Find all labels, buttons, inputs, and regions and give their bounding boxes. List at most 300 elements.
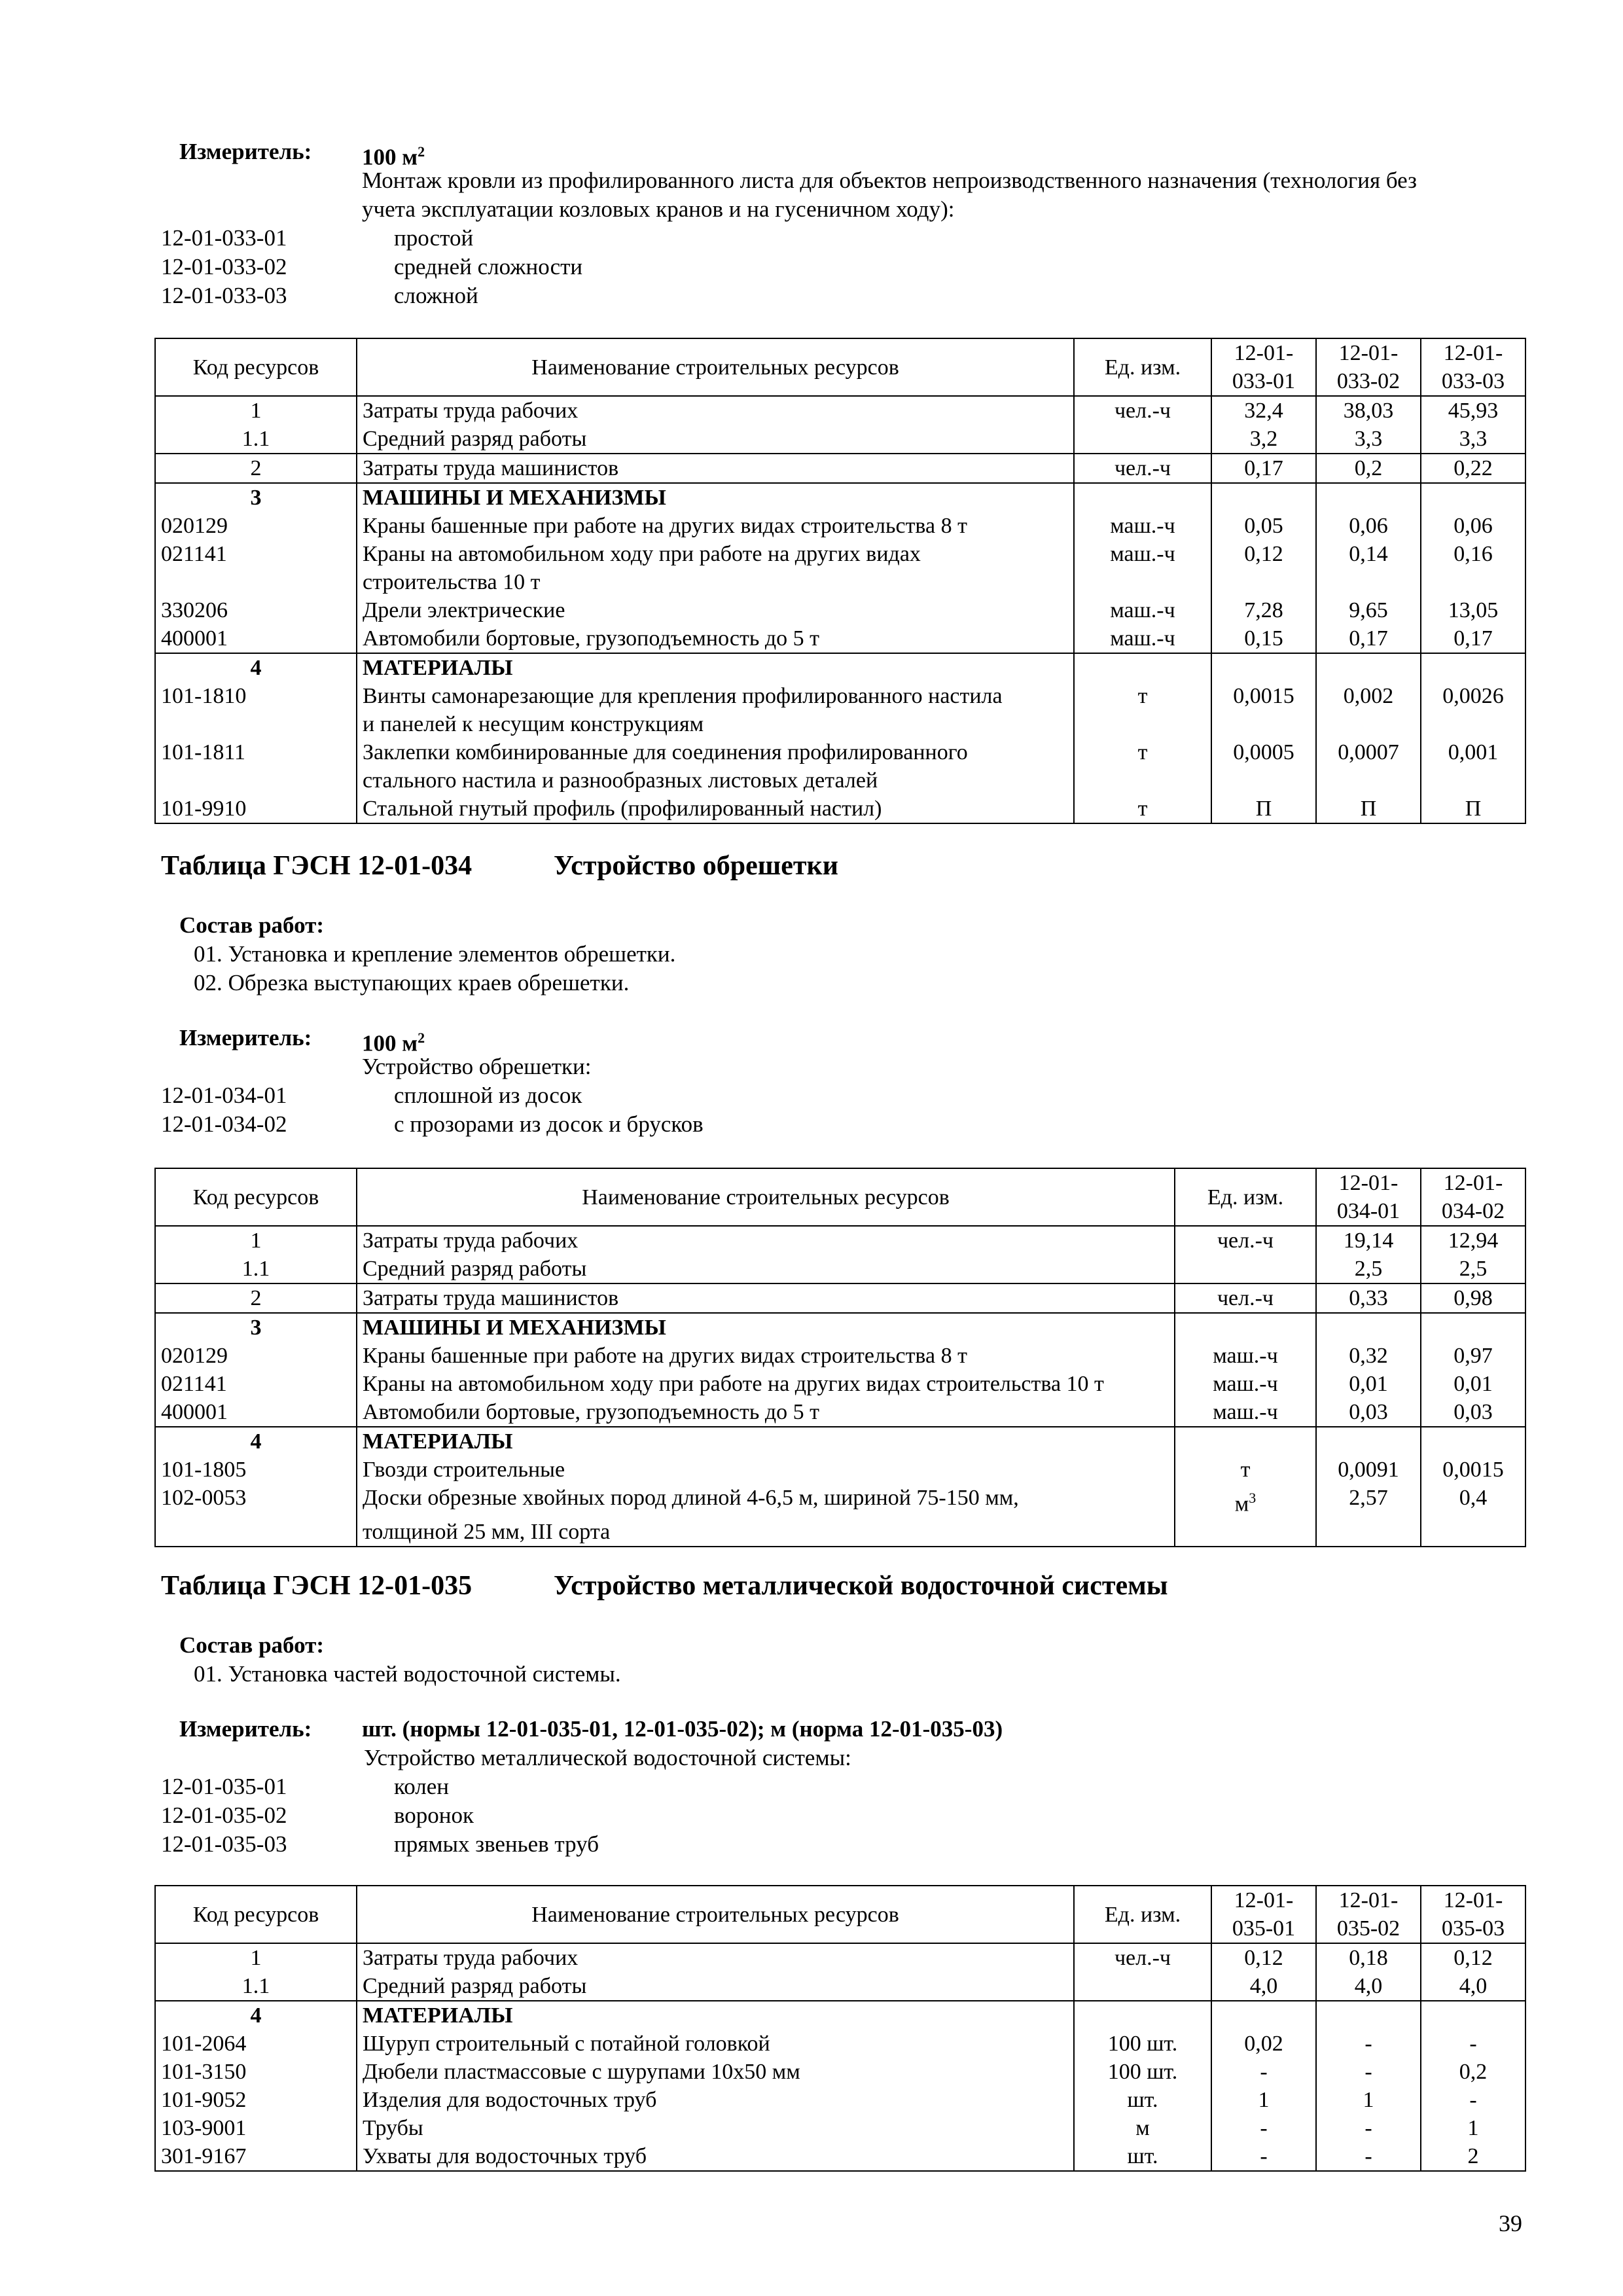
norm-value <box>1316 1427 1421 1456</box>
norm-code: 12-01-033-02 <box>161 254 287 279</box>
resource-name: Краны башенные при работе на других видах строительства 8 т <box>357 1342 1175 1370</box>
norm-value: 0,4 <box>1421 1484 1525 1518</box>
column-header-norm-line: 035-01 <box>1232 1916 1296 1941</box>
norm-value: 1 <box>1421 2114 1525 2142</box>
table-row <box>155 1427 1525 1456</box>
resource-unit <box>1175 1342 1316 1370</box>
norm-name: воронок <box>394 1803 474 1828</box>
table-row <box>155 2114 1525 2142</box>
norm-value <box>1316 766 1421 795</box>
resource-code: 4 <box>155 2001 357 2030</box>
resource-unit-text: чел.-ч <box>1114 1946 1171 1970</box>
table-row <box>155 2086 1525 2114</box>
norm-value: 2,5 <box>1316 1255 1421 1283</box>
resource-name: Затраты труда рабочих <box>357 396 1074 425</box>
resource-unit <box>1074 766 1211 795</box>
resource-code: 1.1 <box>155 425 357 454</box>
norm-value: 0,0015 <box>1211 682 1316 710</box>
column-header-norm <box>1421 1886 1525 1943</box>
table-row <box>155 1398 1525 1427</box>
page-number: 39 <box>1499 2210 1522 2236</box>
norm-value: 0,18 <box>1316 1943 1421 1972</box>
work-item: 02. Обрезка выступающих краев обрешетки. <box>194 970 630 996</box>
resource-unit <box>1074 1943 1211 1972</box>
norm-value: 3,3 <box>1316 425 1421 454</box>
norm-value: 0,06 <box>1421 512 1525 540</box>
column-header-norm-line: 033-02 <box>1336 369 1400 393</box>
column-header-norm-line: 12-01- <box>1234 1888 1294 1912</box>
table-row <box>155 568 1525 596</box>
resource-name: Краны на автомобильном ходу при работе на других видах <box>357 540 1074 568</box>
resource-code: 020129 <box>155 512 357 540</box>
table-row <box>155 1484 1525 1518</box>
norm-value: 0,15 <box>1211 624 1316 653</box>
resource-unit <box>1175 1456 1316 1484</box>
norm-value <box>1316 653 1421 682</box>
table-header-row <box>155 1168 1525 1226</box>
work-item: 01. Установка частей водосточной системы. <box>194 1661 621 1687</box>
norm-value: - <box>1211 2142 1316 2171</box>
works-label: Состав работ: <box>179 912 324 938</box>
resource-name: и панелей к несущим конструкциям <box>357 710 1074 738</box>
resource-unit-text: маш.-ч <box>1213 1344 1278 1368</box>
table-row <box>155 738 1525 766</box>
resource-name: Автомобили бортовые, грузоподъемность до 5 т <box>357 1398 1175 1427</box>
table-row <box>155 682 1525 710</box>
resource-name: Средний разряд работы <box>357 1255 1175 1283</box>
measure-value: 100 $м^2$ <box>362 1030 425 1056</box>
resource-name: Дрели электрические <box>357 596 1074 624</box>
measure-label: Измеритель: <box>179 139 312 164</box>
resource-name: Затраты труда рабочих <box>357 1943 1074 1972</box>
norm-value: 38,03 <box>1316 396 1421 425</box>
table-row <box>155 1456 1525 1484</box>
resource-name: Средний разряд работы <box>357 425 1074 454</box>
resource-unit <box>1175 1370 1316 1398</box>
resource-unit <box>1074 2001 1211 2030</box>
column-header-norm-line: 12-01- <box>1443 1888 1503 1912</box>
norm-value: 0,2 <box>1316 454 1421 483</box>
norm-value: 0,001 <box>1421 738 1525 766</box>
resource-code <box>155 1518 357 1547</box>
table-row <box>155 540 1525 568</box>
resource-name: Средний разряд работы <box>357 1972 1074 2001</box>
table-row <box>155 1943 1525 1972</box>
norm-value: 0,32 <box>1316 1342 1421 1370</box>
resources-table-034 <box>154 1168 1526 1547</box>
norm-value: 1 <box>1316 2086 1421 2114</box>
resource-unit <box>1074 425 1211 454</box>
norm-value: 0,05 <box>1211 512 1316 540</box>
resource-unit-text: т <box>1137 740 1148 764</box>
norm-value: 2 <box>1421 2142 1525 2171</box>
table-row <box>155 1313 1525 1342</box>
column-header-norm-line: 033-01 <box>1232 369 1296 393</box>
norm-value: 0,97 <box>1421 1342 1525 1370</box>
table-row <box>155 454 1525 483</box>
norm-value <box>1211 483 1316 512</box>
norm-value: 0,02 <box>1211 2030 1316 2058</box>
table-row <box>155 2142 1525 2171</box>
table-title-code: Таблица ГЭСН 12-01-034 <box>161 851 473 881</box>
resource-unit-text: чел.-ч <box>1114 399 1171 423</box>
resource-unit-text: 100 шт. <box>1107 2032 1178 2056</box>
resource-unit <box>1175 1226 1316 1255</box>
column-header: Ед. изм. <box>1074 1886 1211 1943</box>
norm-value <box>1421 653 1525 682</box>
norm-value: 32,4 <box>1211 396 1316 425</box>
resource-code: 101-1805 <box>155 1456 357 1484</box>
table-row <box>155 1226 1525 1255</box>
norm-description: Устройство металлической водосточной системы: <box>364 1745 851 1770</box>
column-header: Наименование строительных ресурсов <box>357 338 1074 396</box>
norm-name: прямых звеньев труб <box>394 1831 599 1857</box>
resource-unit-text: т <box>1137 684 1148 708</box>
column-header-norm-line: 12-01- <box>1443 341 1503 365</box>
norm-value: 0,17 <box>1316 624 1421 653</box>
column-header-norm <box>1421 338 1525 396</box>
resource-name: Затраты труда машинистов <box>357 1283 1175 1313</box>
norm-value <box>1316 483 1421 512</box>
resource-name: Доски обрезные хвойных пород длиной 4-6,5 м, шириной 75-150 мм, <box>357 1484 1175 1518</box>
norm-name: с прозорами из досок и брусков <box>394 1111 704 1137</box>
column-header-norm-line: 035-03 <box>1441 1916 1505 1941</box>
column-header: Наименование строительных ресурсов <box>357 1168 1175 1226</box>
resource-code: 301-9167 <box>155 2142 357 2171</box>
table-row <box>155 624 1525 653</box>
resource-name: МАТЕРИАЛЫ <box>357 1427 1175 1456</box>
norm-value <box>1421 1313 1525 1342</box>
norm-value: 0,0091 <box>1316 1456 1421 1484</box>
measure-value: 100 $м^2$ <box>362 143 425 170</box>
norm-value <box>1211 653 1316 682</box>
resource-unit <box>1074 396 1211 425</box>
resource-unit-text: м <box>1135 2116 1150 2140</box>
norm-value: 0,12 <box>1421 1943 1525 1972</box>
resource-code: 020129 <box>155 1342 357 1370</box>
column-header-norm-line: 12-01- <box>1234 341 1294 365</box>
norm-value: 0,14 <box>1316 540 1421 568</box>
norm-value: 45,93 <box>1421 396 1525 425</box>
resource-code <box>155 710 357 738</box>
resource-unit <box>1175 1313 1316 1342</box>
column-header-norm-line: 12-01- <box>1443 1171 1503 1195</box>
resources-table-033 <box>154 338 1526 824</box>
resource-unit-text: т <box>1240 1458 1251 1482</box>
resource-unit-text: шт. <box>1127 2088 1158 2112</box>
norm-value: 2,5 <box>1421 1255 1525 1283</box>
norm-value: 0,2 <box>1421 2058 1525 2086</box>
column-header-norm-line: 12-01- <box>1338 1888 1399 1912</box>
norm-code: 12-01-035-01 <box>161 1774 287 1799</box>
resource-unit-text: маш.-ч <box>1110 514 1175 538</box>
table-title-name: Устройство обрешетки <box>554 851 838 881</box>
norm-value: 3,3 <box>1421 425 1525 454</box>
resource-unit-sup: 3 <box>1249 1490 1257 1506</box>
norm-value: 0,03 <box>1421 1398 1525 1427</box>
resource-code: 101-1810 <box>155 682 357 710</box>
norm-value: 12,94 <box>1421 1226 1525 1255</box>
work-item: 01. Установка и крепление элементов обрешетки. <box>194 941 676 967</box>
norm-value: 2,57 <box>1316 1484 1421 1518</box>
resource-name: Стальной гнутый профиль (профилированный настил) <box>357 795 1074 823</box>
column-header: Код ресурсов <box>155 1168 357 1226</box>
column-header-norm <box>1316 1168 1421 1226</box>
norm-value: - <box>1316 2058 1421 2086</box>
measure-value: шт. (нормы 12-01-035-01, 12-01-035-02); м (норма 12-01-035-03) <box>362 1716 1003 1742</box>
norm-value: 4,0 <box>1421 1972 1525 2001</box>
resource-name: стального настила и разнообразных листовых деталей <box>357 766 1074 795</box>
norm-value <box>1211 568 1316 596</box>
resource-code: 1.1 <box>155 1972 357 2001</box>
norm-value: 0,01 <box>1421 1370 1525 1398</box>
norm-value: П <box>1211 795 1316 823</box>
norm-value: 3,2 <box>1211 425 1316 454</box>
resource-unit <box>1074 2030 1211 2058</box>
resource-code: 1 <box>155 1226 357 1255</box>
resource-code: 2 <box>155 1283 357 1313</box>
resource-name: Винты самонарезающие для крепления профилированного настила <box>357 682 1074 710</box>
norm-value: 0,03 <box>1316 1398 1421 1427</box>
table-title-name: Устройство металлической водосточной системы <box>554 1571 1168 1601</box>
norm-value <box>1421 2001 1525 2030</box>
table-row <box>155 2001 1525 2030</box>
resource-code: 101-9910 <box>155 795 357 823</box>
norm-value <box>1316 1313 1421 1342</box>
resource-code: 1.1 <box>155 1255 357 1283</box>
column-header-norm <box>1211 338 1316 396</box>
norm-value <box>1421 1427 1525 1456</box>
norm-value <box>1316 1518 1421 1547</box>
table-row <box>155 1255 1525 1283</box>
resource-code: 1 <box>155 1943 357 1972</box>
resource-code: 021141 <box>155 540 357 568</box>
resource-unit <box>1074 710 1211 738</box>
norm-value: 0,33 <box>1316 1283 1421 1313</box>
table-row <box>155 596 1525 624</box>
norm-name: простой <box>394 225 474 251</box>
column-header: Наименование строительных ресурсов <box>357 1886 1074 1943</box>
norm-name: колен <box>394 1774 449 1799</box>
resource-code: 101-1811 <box>155 738 357 766</box>
norm-value: - <box>1211 2114 1316 2142</box>
norm-value: 7,28 <box>1211 596 1316 624</box>
norm-value: П <box>1421 795 1525 823</box>
column-header: Код ресурсов <box>155 1886 357 1943</box>
resource-name: Изделия для водосточных труб <box>357 2086 1074 2114</box>
resource-name: МАТЕРИАЛЫ <box>357 653 1074 682</box>
resource-unit <box>1074 738 1211 766</box>
resource-unit-text: маш.-ч <box>1110 626 1175 651</box>
norm-value <box>1211 2001 1316 2030</box>
norm-value: - <box>1211 2058 1316 2086</box>
norm-value: 4,0 <box>1211 1972 1316 2001</box>
resource-name: Автомобили бортовые, грузоподъемность до 5 т <box>357 624 1074 653</box>
resource-unit-text: 100 шт. <box>1107 2060 1178 2084</box>
norm-value: - <box>1316 2030 1421 2058</box>
norm-value: 1 <box>1211 2086 1316 2114</box>
norm-code: 12-01-034-01 <box>161 1083 287 1108</box>
resource-name: МАТЕРИАЛЫ <box>357 2001 1074 2030</box>
resource-unit <box>1074 624 1211 653</box>
resource-name: Трубы <box>357 2114 1074 2142</box>
norm-value: - <box>1421 2030 1525 2058</box>
table-row <box>155 1283 1525 1313</box>
norm-value: 0,98 <box>1421 1283 1525 1313</box>
resource-code: 2 <box>155 454 357 483</box>
resource-unit-text: маш.-ч <box>1213 1372 1278 1396</box>
resource-name: Дюбели пластмассовые с шурупами 10х50 мм <box>357 2058 1074 2086</box>
table-row <box>155 425 1525 454</box>
resource-unit <box>1074 795 1211 823</box>
table-row <box>155 2030 1525 2058</box>
resource-unit-text: маш.-ч <box>1110 542 1175 566</box>
resource-name: МАШИНЫ И МЕХАНИЗМЫ <box>357 483 1074 512</box>
norm-value <box>1421 483 1525 512</box>
norm-value: 4,0 <box>1316 1972 1421 2001</box>
table-row <box>155 766 1525 795</box>
measure-label: Измеритель: <box>179 1025 312 1050</box>
norm-name: средней сложности <box>394 254 583 279</box>
norm-value: - <box>1316 2142 1421 2171</box>
resource-name: Гвозди строительные <box>357 1456 1175 1484</box>
resource-name: Ухваты для водосточных труб <box>357 2142 1074 2171</box>
norm-name: сплошной из досок <box>394 1083 582 1108</box>
table-row <box>155 396 1525 425</box>
resource-unit <box>1175 1398 1316 1427</box>
resource-name: МАШИНЫ И МЕХАНИЗМЫ <box>357 1313 1175 1342</box>
column-header-norm-line: 12-01- <box>1338 1171 1399 1195</box>
norm-code: 12-01-035-02 <box>161 1803 287 1828</box>
resource-code <box>155 766 357 795</box>
resources-table-035 <box>154 1885 1526 2172</box>
column-header-norm <box>1211 1886 1316 1943</box>
resource-unit <box>1074 2114 1211 2142</box>
norm-value: 0,06 <box>1316 512 1421 540</box>
column-header: Ед. изм. <box>1074 338 1211 396</box>
resource-code: 1 <box>155 396 357 425</box>
resource-name: строительства 10 т <box>357 568 1074 596</box>
norm-value: - <box>1421 2086 1525 2114</box>
resource-code: 3 <box>155 1313 357 1342</box>
norm-code: 12-01-034-02 <box>161 1111 287 1137</box>
norm-value <box>1316 2001 1421 2030</box>
norm-value: 0,12 <box>1211 1943 1316 1972</box>
resource-code: 021141 <box>155 1370 357 1398</box>
table-row <box>155 512 1525 540</box>
column-header-norm <box>1421 1168 1525 1226</box>
norm-value: П <box>1316 795 1421 823</box>
resource-code: 330206 <box>155 596 357 624</box>
table-row <box>155 2058 1525 2086</box>
resource-unit-text: чел.-ч <box>1217 1229 1274 1253</box>
norm-description: Устройство обрешетки: <box>362 1054 592 1079</box>
norm-value <box>1421 766 1525 795</box>
norm-value <box>1421 1518 1525 1547</box>
resource-unit <box>1175 1255 1316 1283</box>
resource-unit <box>1074 1972 1211 2001</box>
column-header: Код ресурсов <box>155 338 357 396</box>
resource-unit-text: т <box>1137 797 1148 821</box>
resource-unit <box>1175 1283 1316 1313</box>
table-row <box>155 710 1525 738</box>
column-header-norm-line: 034-02 <box>1441 1199 1505 1223</box>
resource-unit <box>1074 540 1211 568</box>
resource-name: толщиной 25 мм, III сорта <box>357 1518 1175 1547</box>
norm-code: 12-01-033-01 <box>161 225 287 251</box>
resource-name: Краны башенные при работе на других видах строительства 8 т <box>357 512 1074 540</box>
norm-value: 0,0026 <box>1421 682 1525 710</box>
table-row <box>155 1972 1525 2001</box>
norm-value: 0,17 <box>1421 624 1525 653</box>
resource-unit <box>1175 1427 1316 1456</box>
resource-unit <box>1074 2142 1211 2171</box>
measure-label: Измеритель: <box>179 1716 312 1742</box>
resource-name: Заклепки комбинированные для соединения профилированного <box>357 738 1074 766</box>
table-header-row <box>155 338 1525 396</box>
resource-unit-text: шт. <box>1127 2144 1158 2168</box>
resource-unit <box>1074 596 1211 624</box>
column-header-norm <box>1316 338 1421 396</box>
column-header: Ед. изм. <box>1175 1168 1316 1226</box>
resource-unit <box>1175 1484 1316 1518</box>
resource-name: Краны на автомобильном ходу при работе на других видах строительства 10 т <box>357 1370 1175 1398</box>
resource-unit <box>1074 2086 1211 2114</box>
resource-unit <box>1175 1518 1316 1547</box>
norm-value: 0,0005 <box>1211 738 1316 766</box>
resource-unit-text: м <box>1234 1492 1249 1516</box>
norm-value: - <box>1316 2114 1421 2142</box>
norm-value: 9,65 <box>1316 596 1421 624</box>
norm-value: 0,01 <box>1316 1370 1421 1398</box>
table-row <box>155 1518 1525 1547</box>
resource-code: 4 <box>155 653 357 682</box>
resource-unit-text: чел.-ч <box>1217 1286 1274 1310</box>
norm-value: 0,0015 <box>1421 1456 1525 1484</box>
norm-value: 0,17 <box>1211 454 1316 483</box>
resource-unit <box>1074 512 1211 540</box>
resource-code: 102-0053 <box>155 1484 357 1518</box>
column-header-norm-line: 033-03 <box>1441 369 1505 393</box>
table-header-row <box>155 1886 1525 1943</box>
resource-code: 101-2064 <box>155 2030 357 2058</box>
resource-unit-text: маш.-ч <box>1110 598 1175 622</box>
table-title-code: Таблица ГЭСН 12-01-035 <box>161 1571 473 1601</box>
resource-code: 400001 <box>155 1398 357 1427</box>
norm-value: 0,12 <box>1211 540 1316 568</box>
norm-value: 0,22 <box>1421 454 1525 483</box>
resource-name: Затраты труда машинистов <box>357 454 1074 483</box>
resource-unit <box>1074 682 1211 710</box>
resource-unit <box>1074 568 1211 596</box>
resource-unit-text: маш.-ч <box>1213 1400 1278 1424</box>
norm-value: 0,0007 <box>1316 738 1421 766</box>
norm-value: 0,16 <box>1421 540 1525 568</box>
norm-code: 12-01-035-03 <box>161 1831 287 1857</box>
norm-value <box>1211 710 1316 738</box>
table-row <box>155 795 1525 823</box>
table-row <box>155 483 1525 512</box>
table-row <box>155 653 1525 682</box>
resource-unit <box>1074 653 1211 682</box>
column-header-norm-line: 034-01 <box>1336 1199 1400 1223</box>
resource-code: 101-3150 <box>155 2058 357 2086</box>
norm-description: учета эксплуатации козловых кранов и на гусеничном ходу): <box>362 196 955 222</box>
column-header-norm-line: 035-02 <box>1336 1916 1400 1941</box>
works-label: Состав работ: <box>179 1632 324 1658</box>
column-header-norm-line: 12-01- <box>1338 341 1399 365</box>
resource-name: Шуруп строительный с потайной головкой <box>357 2030 1074 2058</box>
